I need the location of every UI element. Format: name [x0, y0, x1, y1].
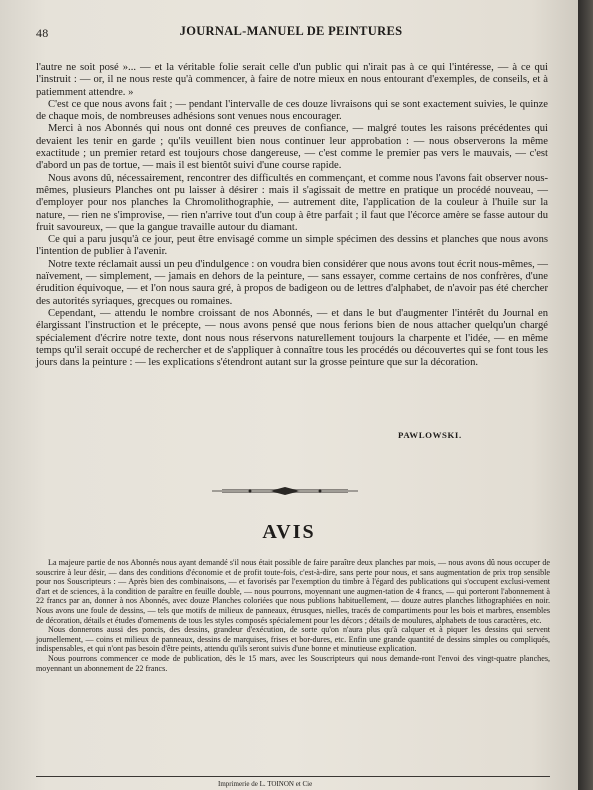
article-paragraph: Notre texte réclamait aussi un peu d'indulgence : on voudra bien considérer que nous avons tout écrit nous-mêmes, — naïvement, — simplement, — jamais en dehors de la peinture, — sans essayer, comme certains de nos confrères, d'une érudition équivoque, — et l'on nous saura gré, à propos de badigeon ou de lettres d'alphabet, de n'avoir pas été chercher des autorités syriaques, grecques ou romaines. [36, 258, 548, 307]
article-paragraph: Cependant, — attendu le nombre croissant de nos Abonnés, — et dans le but d'augmenter l'intérêt du Journal en élargissant l'instruction et le précepte, — nous avons pensé que nous ferions bien de nous attacher quelqu'un chargé spécialement d'écrire notre texte, dont nous nous réservons naturellement toujours la charpente et l'idée, — en même temps qu'il serait occupé de rechercher et de s'appliquer à connaître tous les procédés ou découvertes qui se font tous les jours dans la peinture : — les explications s'étendront autant sur la grosse peinture que sur la décoration. [36, 307, 548, 369]
avis-body [36, 558, 550, 673]
ornamental-divider [210, 486, 360, 496]
avis-heading: AVIS [262, 521, 316, 543]
article-paragraph: l'autre ne soit posé »... — et la véritable folie serait celle d'un public qui n'irait pas à ce qui l'intéresse, — à ce qui l'instruit : — or, il ne nous reste qu'à commencer, à faire de notre mieux en nous entourant d'exemples, de conseils, et à patiemment attendre. » [36, 62, 548, 98]
article-paragraph: Merci à nos Abonnés qui nous ont donné ces preuves de confiance, — malgré toutes les raisons précédentes qui devaient les tenir en garde ; qu'ils veuillent bien nous continuer leur approbation : — nous observerons la même exactitude ; un premier retard est toujours chose dangereuse, — c'est comme le premier pas vers le mauvais, — c'est d'abord un pas de tortue, — mais il est bientôt suivi d'une course rapide. [36, 123, 548, 172]
author-signature: PAWLOWSKI. [398, 430, 462, 440]
article-paragraph: Ce qui a paru jusqu'à ce jour, peut être envisagé comme un simple spécimen des dessins et planches que nous avons l'intention de publier à l'avenir. [36, 234, 548, 258]
book-spine-edge [578, 0, 593, 790]
article-body [36, 62, 548, 369]
printer-imprint: Imprimerie de L. TOINON et Cie [218, 780, 313, 788]
article-paragraph: Nous avons dû, nécessairement, rencontrer des difficultés en commençant, et comme nous l'avons fait observer nous-mêmes, plusieurs Planches ont pu laisser à désirer : mais il s'agissait de mettre en pratique un procédé nouveau, — d'employer pour nos planches la Chromolithographie, — autrement dite, l'application de la couleur à l'huile sur la nature, — rien ne s'improvise, — rien n'arrive tout d'un coup à être parfait ; il faut que l'écorce amère se fasse autour du fruit savoureux, — que la gangue travaille autour du diamant. [36, 172, 548, 233]
footer-rule [36, 776, 550, 777]
page-number: 48 [36, 26, 49, 40]
article-paragraph: C'est ce que nous avons fait ; — pendant l'intervalle de ces douze livraisons qui se sont exactement suivies, le quinze de chaque mois, de nombreuses adhésions sont venues nous encourager. [36, 98, 548, 123]
avis-paragraph: Nous donnerons aussi des poncis, des dessins, grandeur d'exécution, de sorte qu'on n'aura plus qu'à calquer et à piquer les dessins qui servent journellement, — coins et milieux de panneaux, dessins de marquises, frises et bor-dures, etc. Enfin une grande quantité de dessins simples ou compliqués, indispensables, et qui n'ont pas besoin d'être peints, attendu qu'ils seront suivis d'une bonne et minutieuse explication. [36, 625, 550, 654]
avis-paragraph: Nous pourrons commencer ce mode de publication, dès le 15 mars, avec les Souscripteurs qui nous demande-ront l'envoi des vingt-quatre planches, moyennant un abonnement de 22 francs. [36, 653, 550, 673]
running-title: JOURNAL-MANUEL DE PEINTURES [179, 24, 403, 38]
avis-paragraph: La majeure partie de nos Abonnés nous ayant demandé s'il nous était possible de faire paraître deux planches par mois, — nous avons dû nous occuper de souscrire à leur désir, — dans des conditions d'économie et de profit toute-fois, c'est-à-dire, sans perte pour nous, et sans augmentation de prix trop sensible pour nos Souscripteurs : — Après bien des combinaisons, — et favorisés par l'exemption du timbre à l'égard des publications qui s'occupent exclusi-vement d'art et de sciences, à la condition de paraître en feuille double, — nous pourrons, moyennant une augmen-tation de 4 francs, — qui porteront l'abonnement à 22 francs par an, donner à nos Abonnés, avec douze Planches coloriées que nous publions habituellement, — douze autres planches lithographiées en noir. Nous avons une foule de dessins, — tels que motifs de milieux de panneaux, étrusques, nielles, tracés de compartiments pour les bois et marbres, ensembles de décoration, détails et études d'ornements de tous les styles composés spécialement pour les décors ; détails de moulures, alphabets de tous caractères, etc. [36, 558, 550, 625]
